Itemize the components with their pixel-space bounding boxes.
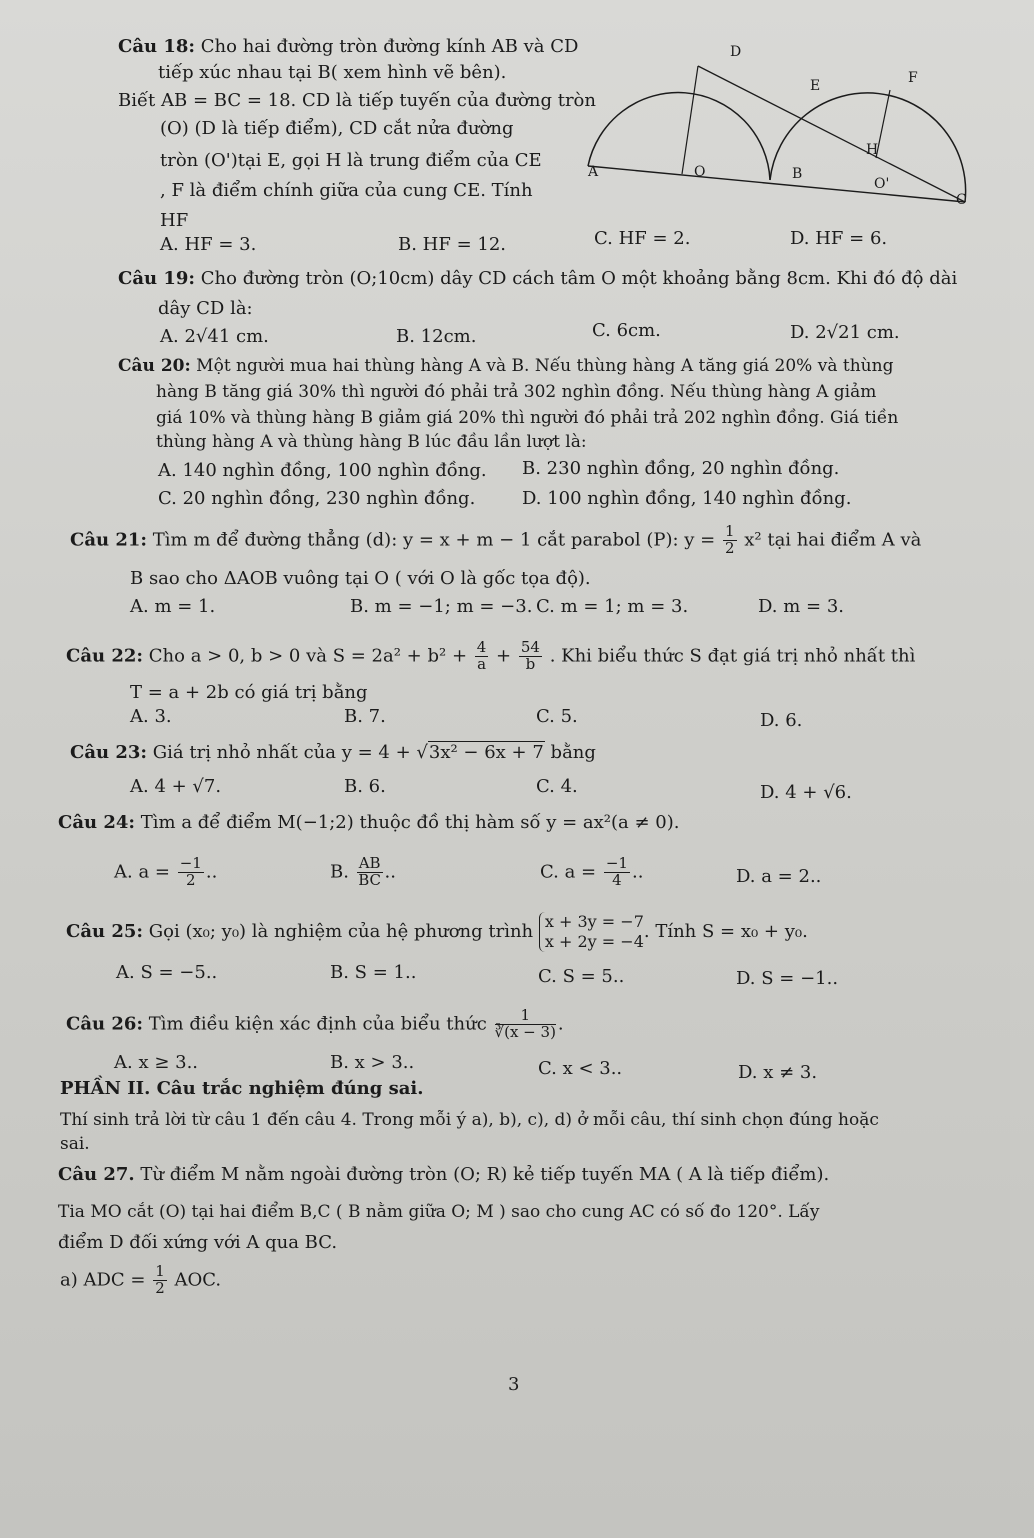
q25-option-d: D. S = −1.. bbox=[736, 968, 839, 989]
q19-option-b: B. 12cm. bbox=[396, 326, 477, 347]
radius-od bbox=[682, 66, 698, 174]
q26-line-1: Câu 26: Tìm điều kiện xác định của biểu thức $\frac{1}{∛(x - 3)}$ . bbox=[66, 1006, 564, 1041]
q22-option-c: C. 5. bbox=[536, 706, 578, 727]
label-o-prime: O' bbox=[874, 176, 890, 192]
q22-fraction-2: $\frac{54}{b}$ bbox=[520, 638, 540, 673]
q22-line-2: T = a + 2b có giá trị bằng bbox=[130, 682, 368, 703]
q18-option-b: B. HF = 12. bbox=[398, 234, 507, 255]
q21-line-1: Câu 21: Tìm m để đường thẳng (d): y = x + m − 1 cắt parabol (P): y = $\frac{1}{2}$ x² tại hai điểm A và bbox=[70, 522, 922, 557]
q25-option-c: C. S = 5.. bbox=[538, 966, 625, 987]
q19-line-1: Câu 19: Cho đường tròn (O;10cm) dây CD cách tâm O một khoảng bằng 8cm. Khi đó độ dài bbox=[118, 268, 958, 289]
q24-option-c: C. a = $\frac{-1}{4}$ .. bbox=[540, 854, 644, 889]
q27-line-2: Tia MO cắt (O) tại hai điểm B,C ( B nằm giữa O; M ) sao cho cung AC có số đo 120°. Lấy bbox=[58, 1202, 820, 1222]
q23-option-b: B. 6. bbox=[344, 776, 386, 797]
q24-option-d: D. a = 2.. bbox=[736, 866, 822, 887]
q26-option-c: C. x < 3.. bbox=[538, 1058, 623, 1079]
q23-option-d: D. 4 + √6. bbox=[760, 782, 852, 803]
q22-fraction-1: $\frac{4}{a}$ bbox=[476, 638, 487, 673]
tangent-cd bbox=[698, 66, 965, 202]
q24-line-1: Câu 24: Tìm a để điểm M(−1;2) thuộc đồ thị hàm số y = ax²(a ≠ 0). bbox=[58, 812, 680, 833]
part-two-heading: PHẦN II. Câu trắc nghiệm đúng sai. bbox=[60, 1078, 424, 1099]
q19-option-c: C. 6cm. bbox=[592, 320, 661, 341]
q24-option-a: A. a = $\frac{-1}{2}$ .. bbox=[114, 854, 218, 889]
q21-fraction: $\frac{1}{2}$ bbox=[724, 522, 735, 557]
label-h: H bbox=[866, 142, 879, 158]
q18-line-3: Biết AB = BC = 18. CD là tiếp tuyến của đường tròn bbox=[118, 90, 596, 111]
q20-line-2: hàng B tăng giá 30% thì người đó phải trả 302 nghìn đồng. Nếu thùng hàng A giảm bbox=[156, 382, 877, 402]
q26-option-d: D. x ≠ 3. bbox=[738, 1062, 818, 1083]
diameter-line bbox=[588, 166, 965, 202]
label-d: D bbox=[730, 44, 742, 60]
q20-option-d: D. 100 nghìn đồng, 140 nghìn đồng. bbox=[522, 488, 852, 509]
q27-line-1: Câu 27. Từ điểm M nằm ngoài đường tròn (O; R) kẻ tiếp tuyến MA ( A là tiếp điểm). bbox=[58, 1164, 830, 1185]
q18-option-a: A. HF = 3. bbox=[160, 234, 257, 255]
q18-line-2: tiếp xúc nhau tại B( xem hình vẽ bên). bbox=[158, 62, 507, 83]
q25-equation-system: x + 3y = −7 x + 2y = −4 bbox=[539, 912, 644, 952]
q22-option-d: D. 6. bbox=[760, 710, 803, 731]
q20-line-4: thùng hàng A và thùng hàng B lúc đầu lần lượt là: bbox=[156, 432, 587, 452]
q27-line-3: điểm D đối xứng với A qua BC. bbox=[58, 1232, 338, 1253]
q22-option-a: A. 3. bbox=[130, 706, 172, 727]
q20-option-b: B. 230 nghìn đồng, 20 nghìn đồng. bbox=[522, 458, 840, 479]
label-b: B bbox=[792, 166, 803, 182]
q18-option-c: C. HF = 2. bbox=[594, 228, 691, 249]
q26-fraction: $\frac{1}{∛(x - 3)}$ bbox=[494, 1006, 556, 1041]
q19-line-2: dây CD là: bbox=[158, 298, 253, 319]
q20-option-c: C. 20 nghìn đồng, 230 nghìn đồng. bbox=[158, 488, 476, 509]
part-two-instructions-2: sai. bbox=[60, 1134, 90, 1154]
q25-option-b: B. S = 1.. bbox=[330, 962, 417, 983]
semicircle-o bbox=[588, 93, 770, 180]
q25-option-a: A. S = −5.. bbox=[116, 962, 218, 983]
q20-option-a: A. 140 nghìn đồng, 100 nghìn đồng. bbox=[158, 460, 487, 481]
label-a: A bbox=[588, 164, 599, 180]
q18-geometry-figure bbox=[570, 38, 990, 218]
q22-option-b: B. 7. bbox=[344, 706, 386, 727]
q23-option-c: C. 4. bbox=[536, 776, 578, 797]
q20-line-1: Câu 20: Một người mua hai thùng hàng A và B. Nếu thùng hàng A tăng giá 20% và thùng bbox=[118, 356, 894, 376]
label-f: F bbox=[908, 70, 918, 86]
q25-line-1: Câu 25: Gọi (x₀; y₀) là nghiệm của hệ phương trình x + 3y = −7 x + 2y = −4 . Tính S = x₀ + y₀. bbox=[66, 912, 808, 951]
q18-line-1: Câu 18: Cho hai đường tròn đường kính AB và CD bbox=[118, 36, 579, 57]
part-two-instructions-1: Thí sinh trả lời từ câu 1 đến câu 4. Trong mỗi ý a), b), c), d) ở mỗi câu, thí sinh chọn đúng hoặc bbox=[60, 1110, 879, 1130]
q26-option-a: A. x ≥ 3.. bbox=[114, 1052, 199, 1073]
q27-item-a: a) ADC = $\frac{1}{2}$ AOC. bbox=[60, 1262, 222, 1297]
q21-option-b: B. m = −1; m = −3. bbox=[350, 596, 533, 617]
q24-option-b: B. $\frac{AB}{BC}$ .. bbox=[330, 854, 396, 889]
q22-line-1: Câu 22: Cho a > 0, b > 0 và S = 2a² + b² + $\frac{4}{a}$ + $\frac{54}{b}$ . Khi biểu thức S đạt giá trị nhỏ nhất thì bbox=[66, 638, 916, 673]
q18-line-4: (O) (D là tiếp điểm), CD cắt nửa đường bbox=[160, 118, 514, 139]
q23-option-a: A. 4 + √7. bbox=[130, 776, 222, 797]
q21-option-c: C. m = 1; m = 3. bbox=[536, 596, 689, 617]
q23-line-1: Câu 23: Giá trị nhỏ nhất của y = 4 + √3x² − 6x + 7 bằng bbox=[70, 742, 596, 763]
q18-line-7: HF bbox=[160, 210, 189, 231]
q21-line-2: B sao cho ΔAOB vuông tại O ( với O là gốc tọa độ). bbox=[130, 568, 591, 589]
q21-option-d: D. m = 3. bbox=[758, 596, 845, 617]
q18-option-d: D. HF = 6. bbox=[790, 228, 888, 249]
q18-line-6: , F là điểm chính giữa của cung CE. Tính bbox=[160, 180, 533, 201]
q21-option-a: A. m = 1. bbox=[130, 596, 216, 617]
q18-line-5: tròn (O')tại E, gọi H là trung điểm của CE bbox=[160, 150, 542, 171]
q19-option-a: A. 2√41 cm. bbox=[160, 326, 269, 347]
q26-option-b: B. x > 3.. bbox=[330, 1052, 415, 1073]
page-number: 3 bbox=[508, 1374, 520, 1395]
label-e: E bbox=[810, 78, 821, 94]
q19-option-d: D. 2√21 cm. bbox=[790, 322, 900, 343]
q20-line-3: giá 10% và thùng hàng B giảm giá 20% thì người đó phải trả 202 nghìn đồng. Giá tiền bbox=[156, 408, 899, 428]
label-c: C bbox=[956, 192, 967, 208]
label-o: O bbox=[694, 164, 706, 180]
